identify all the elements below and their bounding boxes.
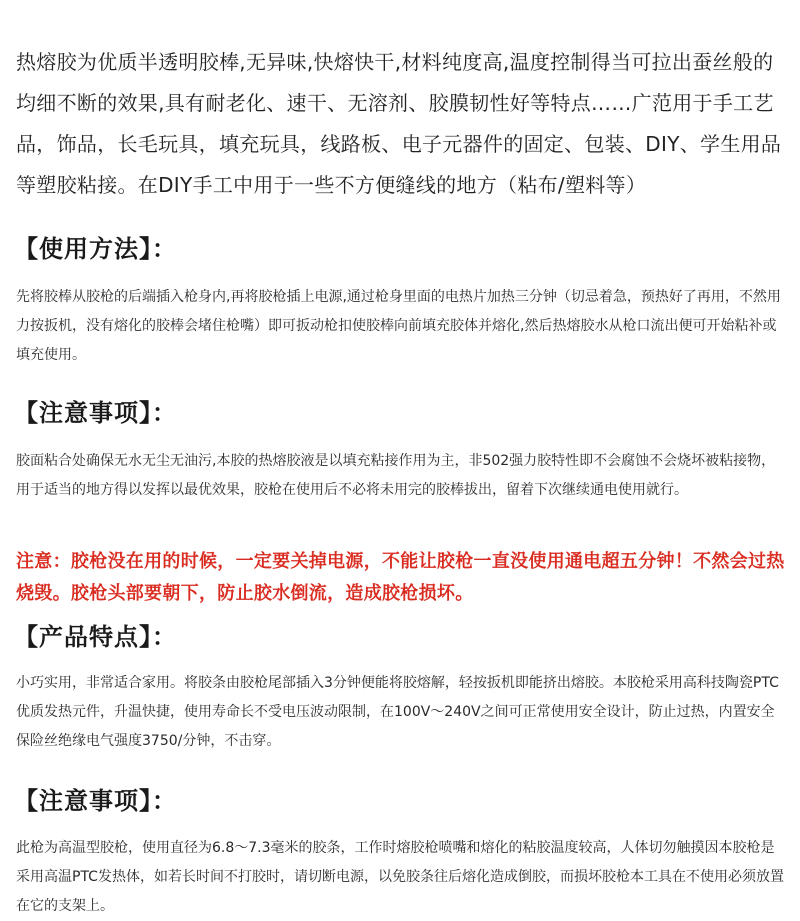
features-heading: 【产品特点】： (14, 623, 177, 651)
usage-heading: 【使用方法】： (14, 235, 177, 263)
intro-paragraph: 热熔胶为优质半透明胶棒,无异味,快熔快干,材料纯度高,温度控制得当可拉出蚕丝般的均细不断的效果,具有耐老化、速干、无溶剂、胶膜韧性好等特点……广范用于手工艺品，饰品，长毛玩具，填充玩具，线路板、电子元器件的固定、包装、DIY、学生用品等塑胶粘接。在DIY手工中用于一些不方便缝线的地方（粘布/塑料等） (16, 50, 782, 197)
notes-paragraph-2: 此枪为高温型胶枪，使用直径为6.8～7.3毫米的胶条，工作时熔胶枪喷嘴和熔化的粘胶温度较高，人体切勿触摸因本胶枪是采用高温PTC发热体，如若长时间不打胶时，请切断电源，以免胶条往后熔化造成倒胶，而损坏胶枪本工具在不使用必须放置在它的支架上。 (16, 840, 784, 914)
usage-paragraph: 先将胶棒从胶枪的后端插入枪身内,再将胶枪插上电源,通过枪身里面的电热片加热三分钟（切忌着急，预热好了再用，不然用力按扳机，没有熔化的胶棒会堵住枪嘴）即可扳动枪扣使胶棒向前填充胶体并熔化,然后热熔胶水从枪口流出便可开始粘补或填充使用。 (16, 289, 781, 363)
notes-heading-1: 【注意事项】： (14, 399, 177, 427)
warning-notice: 注意：胶枪没在用的时候，一定要关掉电源，不能让胶枪一直没使用通电超五分钟！不然会过热烧毁。胶枪头部要朝下，防止胶水倒流，造成胶枪损坏。 (16, 551, 785, 604)
notes-paragraph-1: 胶面粘合处确保无水无尘无油污,本胶的热熔胶液是以填充粘接作用为主，非502强力胶特性即不会腐蚀不会烧坏被粘接物，用于适当的地方得以发挥以最优效果，胶枪在使用后不必将未用完的胶棒拔出，留着下次继续通电使用就行。 (16, 453, 776, 498)
notes-heading-2: 【注意事项】： (14, 787, 177, 815)
features-paragraph: 小巧实用，非常适合家用。将胶条由胶枪尾部插入3分钟便能将胶熔解，轻按扳机即能挤出熔胶。本胶枪采用高科技陶瓷PTC优质发热元件，升温快捷，使用寿命长不受电压波动限制，在100V～240V之间可正常使用安全设计，防止过热，内置安全保险丝绝缘电气强度3750/分钟，不击穿。 (16, 675, 779, 749)
